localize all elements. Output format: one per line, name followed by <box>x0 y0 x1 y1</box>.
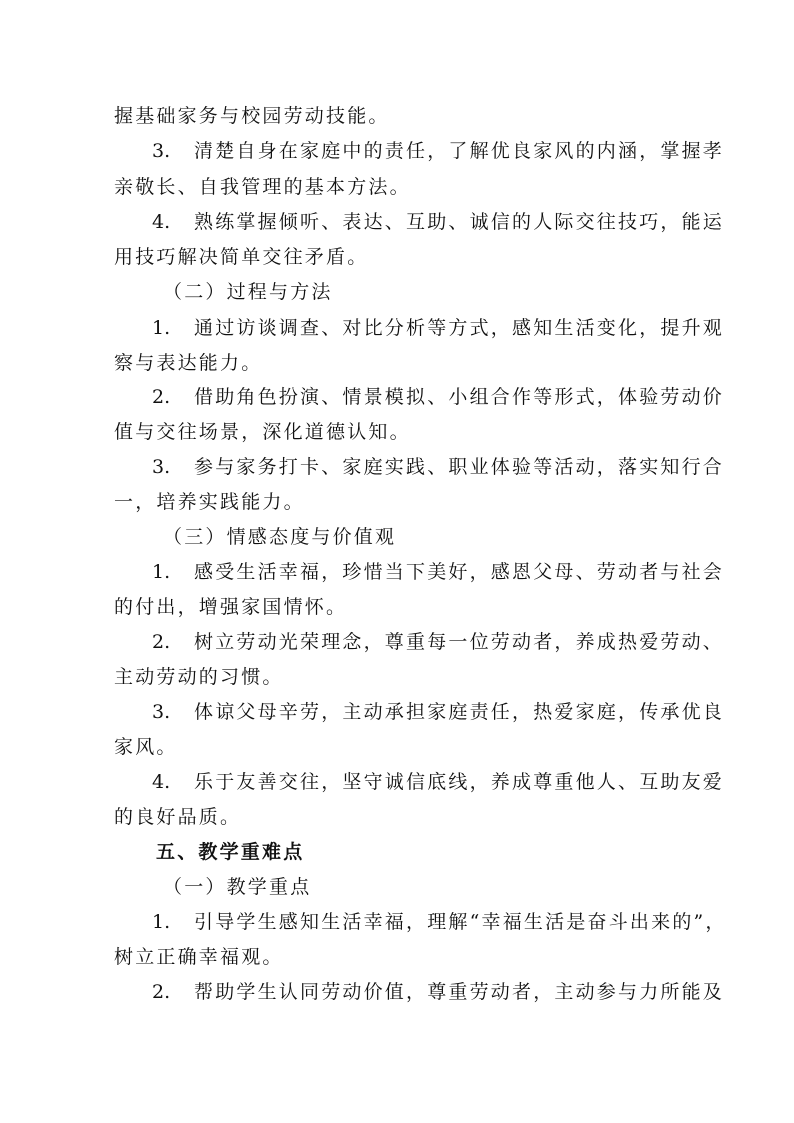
item-text: 帮助学生认同劳动价值，尊重劳动者，主动参与力所能及 <box>194 981 725 1003</box>
numbered-item <box>152 770 742 794</box>
item-number: 2. <box>152 631 171 653</box>
paragraph-line: 的付出，增强家国情怀。 <box>114 596 348 618</box>
numbered-item <box>152 210 742 234</box>
item-text: 体谅父母辛劳，主动承担家庭责任，热爱家庭，传承优良 <box>194 701 725 723</box>
item-number: 1. <box>152 317 171 339</box>
section-heading: 五、教学重难点 <box>156 841 305 863</box>
numbered-item <box>152 139 742 163</box>
paragraph-line: 值与交往场景，深化道德认知。 <box>114 421 411 443</box>
paragraph-line: 主动劳动的习惯。 <box>114 666 284 688</box>
paragraph-line: 察与表达能力。 <box>114 352 263 374</box>
item-text: 树立劳动光荣理念，尊重每一位劳动者，养成热爱劳动、 <box>194 631 725 653</box>
paragraph-line: 的良好品质。 <box>114 806 242 828</box>
item-number: 3. <box>152 456 171 478</box>
numbered-item <box>152 700 742 724</box>
numbered-item <box>152 316 742 340</box>
item-text: 乐于友善交往，坚守诚信底线，养成尊重他人、互助友爱 <box>194 771 725 793</box>
item-text: 参与家务打卡、家庭实践、职业体验等活动，落实知行合 <box>194 456 725 478</box>
item-number: 3. <box>152 701 171 723</box>
item-number: 1. <box>152 561 171 583</box>
item-text: 借助角色扮演、情景模拟、小组合作等形式，体验劳动价 <box>194 386 725 408</box>
item-number: 2. <box>152 981 171 1003</box>
paragraph-line: 握基础家务与校园劳动技能。 <box>114 105 390 127</box>
item-text: 引导学生感知生活幸福，理解“幸福生活是奋斗出来的”， <box>194 911 727 933</box>
numbered-item <box>152 455 742 479</box>
item-number: 3. <box>152 140 171 162</box>
item-text: 感受生活幸福，珍惜当下美好，感恩父母、劳动者与社会 <box>194 561 725 583</box>
subsection-heading: （二）过程与方法 <box>163 281 333 303</box>
item-number: 4. <box>152 211 171 233</box>
numbered-item <box>152 910 742 934</box>
paragraph-line: 用技巧解决简单交往矛盾。 <box>114 246 369 268</box>
numbered-item <box>152 980 742 1004</box>
item-number: 4. <box>152 771 171 793</box>
subsection-heading: （一）教学重点 <box>163 876 312 898</box>
numbered-item <box>152 630 742 654</box>
item-number: 1. <box>152 911 171 933</box>
item-text: 通过访谈调查、对比分析等方式，感知生活变化，提升观 <box>194 317 725 339</box>
item-text: 熟练掌握倾听、表达、互助、诚信的人际交往技巧，能运 <box>194 211 725 233</box>
item-text: 清楚自身在家庭中的责任，了解优良家风的内涵，掌握孝 <box>194 140 725 162</box>
numbered-item <box>152 385 742 409</box>
subsection-heading: （三）情感态度与价值观 <box>163 526 397 548</box>
numbered-item <box>152 560 742 584</box>
paragraph-line: 家风。 <box>114 736 178 758</box>
item-number: 2. <box>152 386 171 408</box>
paragraph-line: 一，培养实践能力。 <box>114 491 305 513</box>
paragraph-line: 树立正确幸福观。 <box>114 946 284 968</box>
paragraph-line: 亲敬长、自我管理的基本方法。 <box>114 176 411 198</box>
